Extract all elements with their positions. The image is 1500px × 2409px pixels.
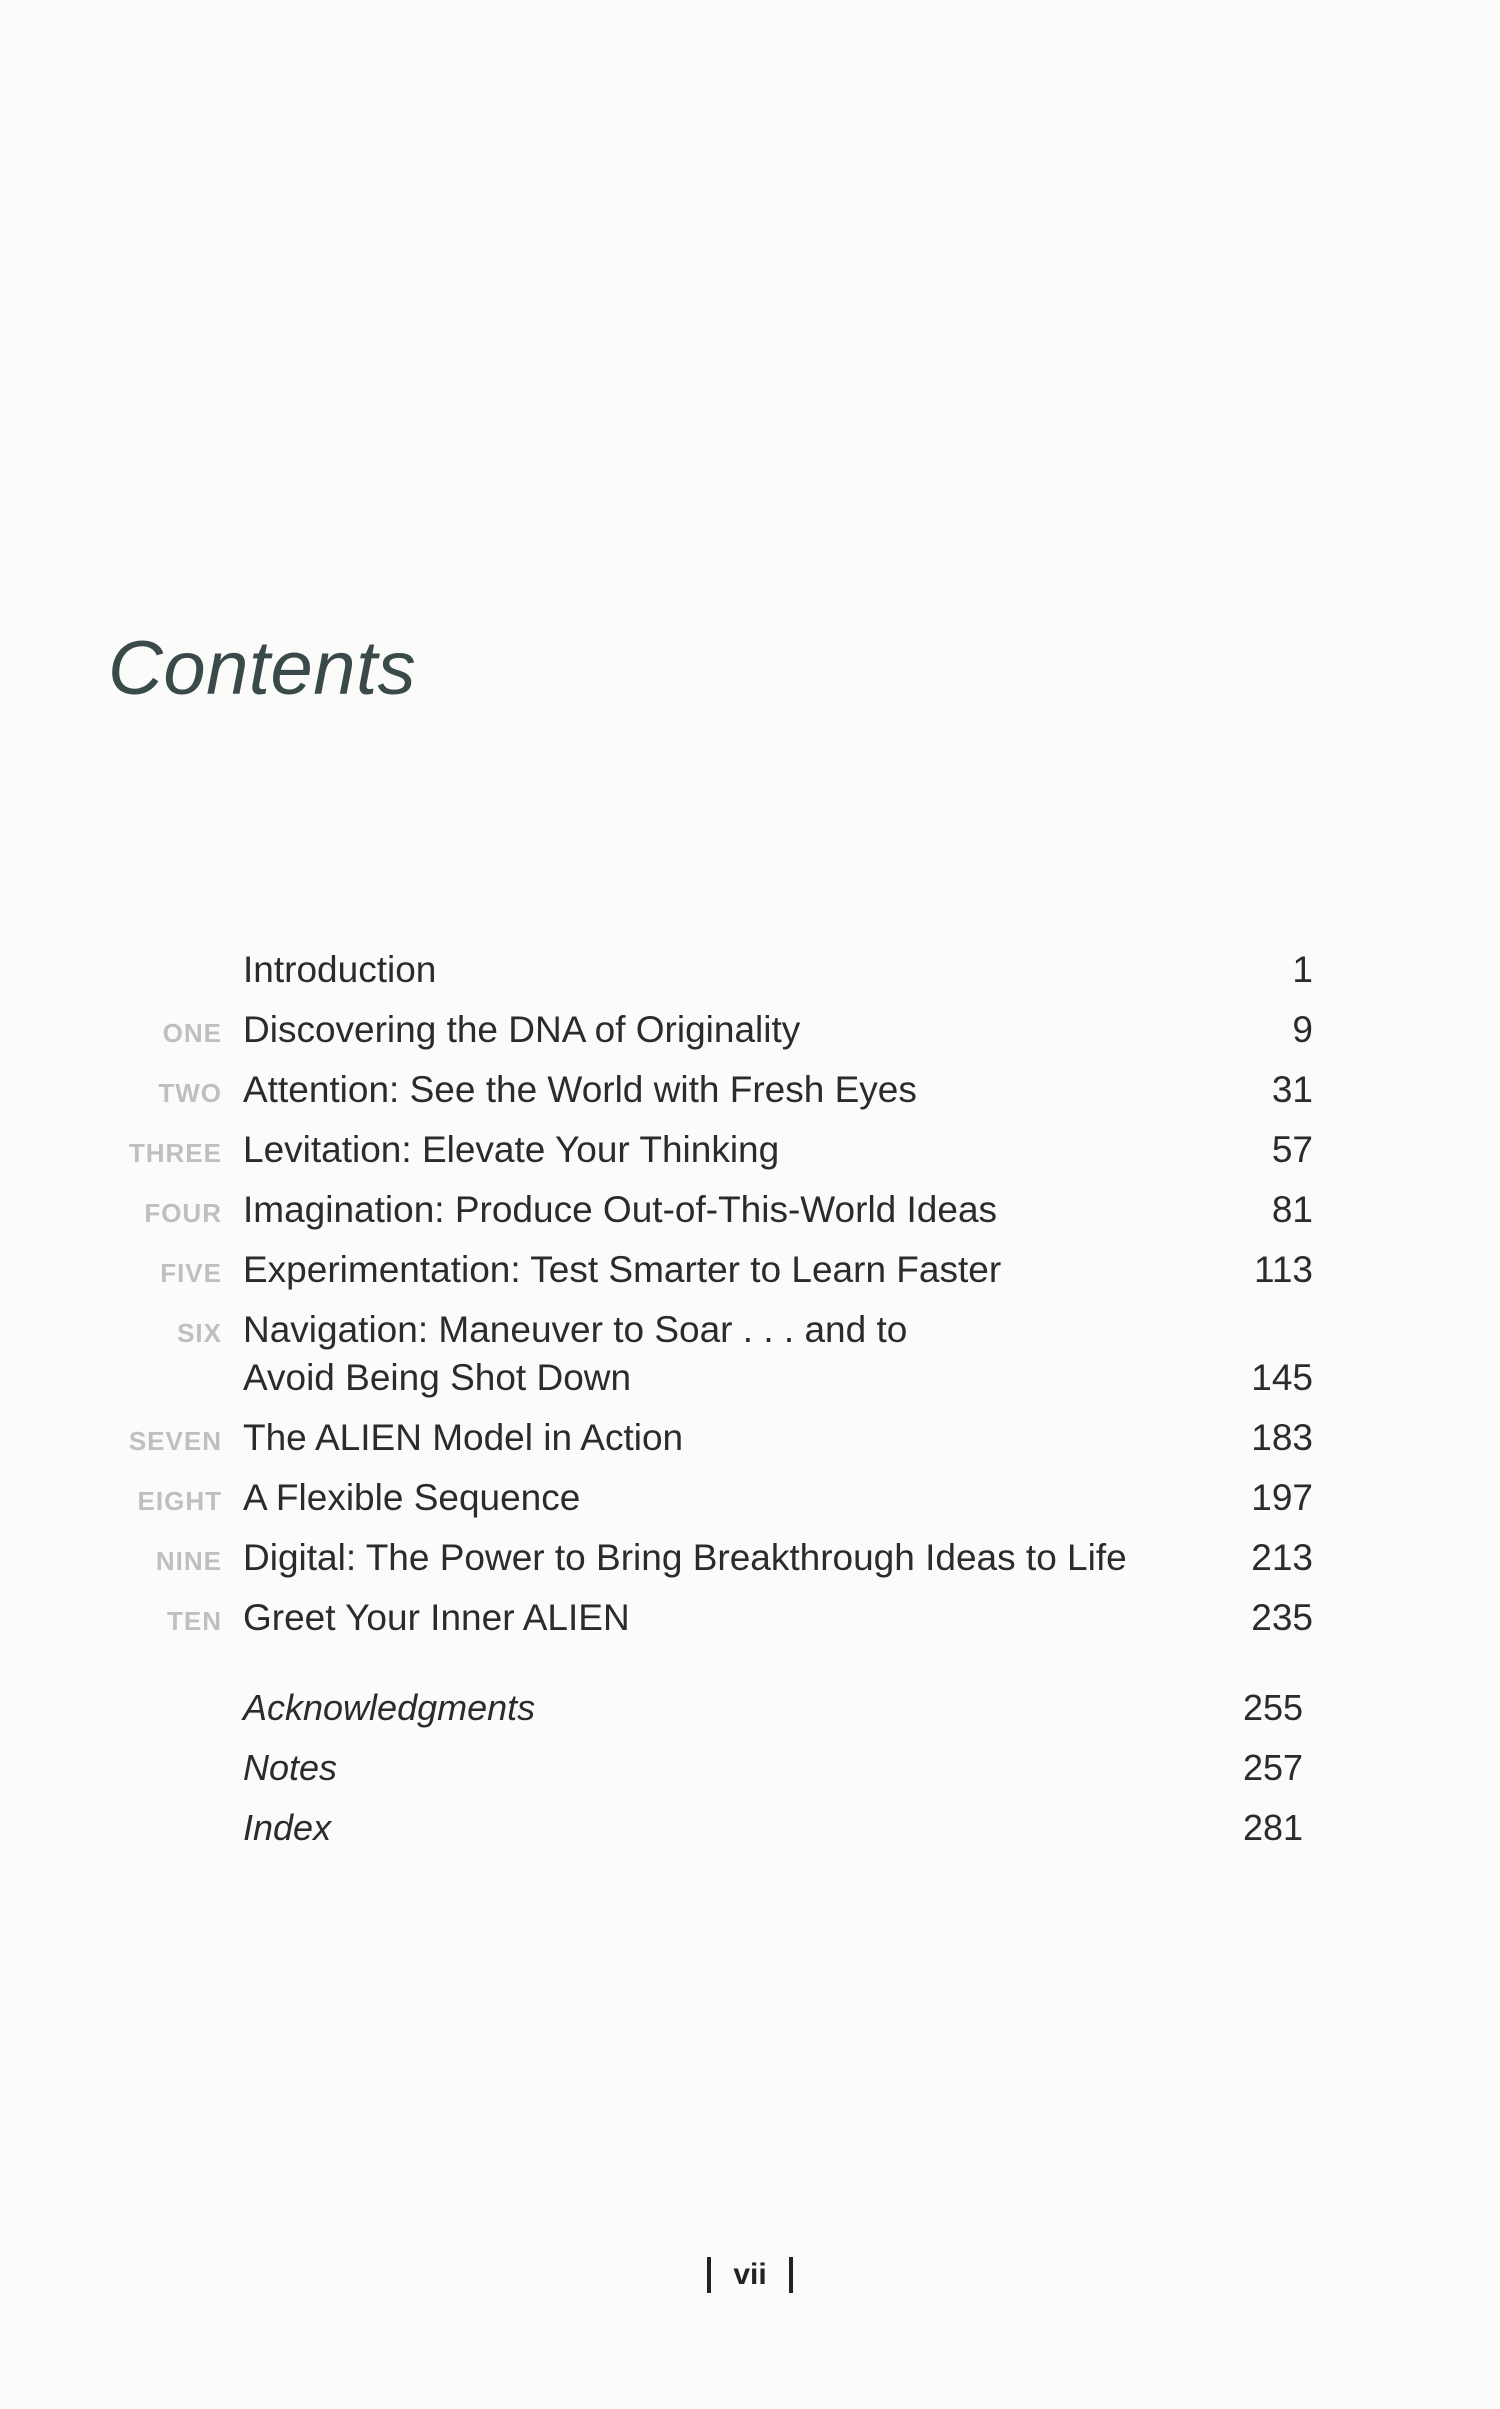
- toc-entry-introduction: [0, 940, 1500, 1000]
- page-number: 281: [1243, 1807, 1304, 1848]
- chapter-title: Levitation: Elevate Your Thinking: [243, 1129, 780, 1170]
- chapter-number: TEN: [167, 1606, 222, 1636]
- page-number: 235: [1251, 1597, 1313, 1638]
- toc-entry-chapter-ten: [0, 1588, 1500, 1648]
- chapter-number: ONE: [162, 1018, 222, 1048]
- page-number: 183: [1251, 1417, 1313, 1458]
- toc-entry-chapter-three: [0, 1120, 1500, 1180]
- toc-entry-chapter-four: [0, 1180, 1500, 1240]
- chapter-number: TWO: [158, 1078, 222, 1108]
- page-number: 57: [1271, 1129, 1313, 1170]
- chapter-title: Discovering the DNA of Originality: [243, 1009, 801, 1050]
- page-folio: [0, 2257, 1500, 2293]
- folio-rule-right: [789, 2257, 793, 2293]
- toc-entry-chapter-one: [0, 1000, 1500, 1060]
- folio-rule-left: [707, 2257, 711, 2293]
- chapter-title: A Flexible Sequence: [243, 1477, 581, 1518]
- toc-entry-chapter-six: [0, 1300, 1500, 1408]
- chapter-title: Introduction: [243, 949, 437, 990]
- page-number: 9: [1292, 1009, 1313, 1050]
- toc-entry-chapter-seven: [0, 1408, 1500, 1468]
- back-matter-title: Acknowledgments: [243, 1687, 536, 1728]
- toc-entry-chapter-five: [0, 1240, 1500, 1300]
- page-number: 255: [1243, 1687, 1304, 1728]
- page-number: 213: [1251, 1537, 1313, 1578]
- folio-number: vii: [733, 2258, 767, 2292]
- back-matter-list: [0, 1678, 1500, 1858]
- chapter-number: FIVE: [160, 1258, 222, 1288]
- toc-entry-chapter-eight: [0, 1468, 1500, 1528]
- chapter-title: Digital: The Power to Bring Breakthrough Ideas to Life: [243, 1537, 1127, 1578]
- chapter-title: Attention: See the World with Fresh Eyes: [243, 1069, 917, 1110]
- page-title: Contents: [108, 626, 417, 711]
- back-matter-title: Notes: [243, 1747, 338, 1788]
- toc-entry-chapter-two: [0, 1060, 1500, 1120]
- chapter-title-line-1: Navigation: Maneuver to Soar . . . and to: [243, 1309, 908, 1350]
- chapter-title: The ALIEN Model in Action: [243, 1417, 684, 1458]
- chapter-title-line-2: Avoid Being Shot Down: [243, 1357, 632, 1398]
- back-matter-notes: [0, 1738, 1500, 1798]
- page-number: 197: [1251, 1477, 1313, 1518]
- back-matter-acknowledgments: [0, 1678, 1500, 1738]
- chapter-number: SIX: [177, 1318, 222, 1348]
- chapter-title: Imagination: Produce Out-of-This-World Ideas: [243, 1189, 998, 1230]
- page-number: 81: [1271, 1189, 1313, 1230]
- chapter-number: THREE: [128, 1138, 222, 1168]
- chapter-number: FOUR: [144, 1198, 222, 1228]
- chapter-title: [243, 1306, 907, 1402]
- chapter-number: SEVEN: [128, 1426, 222, 1456]
- chapter-number: NINE: [155, 1546, 222, 1576]
- back-matter-title: Index: [243, 1807, 332, 1848]
- toc-entry-chapter-nine: [0, 1528, 1500, 1588]
- page-number: 1: [1292, 949, 1313, 990]
- table-of-contents: [0, 940, 1500, 1648]
- chapter-title: Experimentation: Test Smarter to Learn Faster: [243, 1249, 1002, 1290]
- page-number: 257: [1243, 1747, 1304, 1788]
- page-number: 31: [1271, 1069, 1313, 1110]
- chapter-title: Greet Your Inner ALIEN: [243, 1597, 630, 1638]
- page-number: 113: [1254, 1249, 1313, 1290]
- back-matter-index: [0, 1798, 1500, 1858]
- chapter-number: EIGHT: [137, 1486, 222, 1516]
- page-number: 145: [1251, 1357, 1313, 1398]
